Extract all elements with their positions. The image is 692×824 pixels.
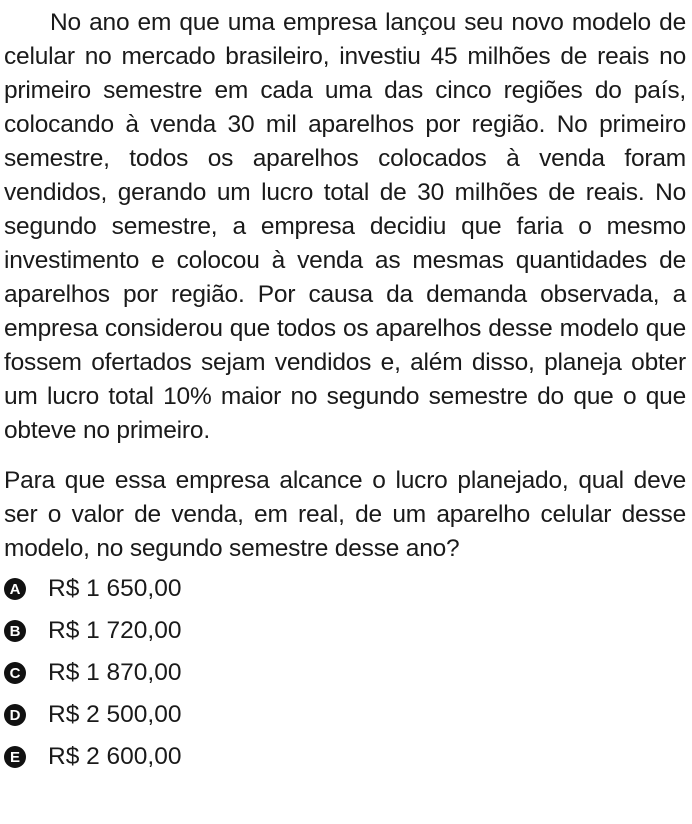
option-a-badge: A <box>4 578 26 600</box>
option-c[interactable] <box>4 652 686 694</box>
option-e-badge: E <box>4 746 26 768</box>
option-d-badge: D <box>4 704 26 726</box>
option-c-badge: C <box>4 662 26 684</box>
option-c-text: R$ 1 870,00 <box>48 659 182 686</box>
option-b-text: R$ 1 720,00 <box>48 617 182 644</box>
option-d[interactable] <box>4 694 686 736</box>
option-e-text: R$ 2 600,00 <box>48 743 182 770</box>
option-a[interactable] <box>4 568 686 610</box>
option-a-text: R$ 1 650,00 <box>48 575 182 602</box>
question-prompt: Para que essa empresa alcance o lucro planejado, qual deve ser o valor de venda, em real, de um aparelho celular desse modelo, no segundo semestre desse ano? <box>4 467 686 562</box>
option-d-text: R$ 2 500,00 <box>48 701 182 728</box>
question-statement: No ano em que uma empresa lançou seu novo modelo de celular no mercado brasileiro, investiu 45 milhões de reais no primeiro semestre em cada uma das cinco regiões do país, colocando à venda 30 mil aparelhos por região. No primeiro semestre, todos os aparelhos colocados à venda foram vendidos, gerando um lucro total de 30 milhões de reais. No segundo semestre, a empresa decidiu que faria o mesmo investimento e colocou à venda as mesmas quantidades de aparelhos por região. Por causa da demanda observada, a empresa considerou que todos os aparelhos desse modelo que fossem ofertados sejam vendidos e, além disso, planeja obter um lucro total 10% maior no segundo semestre do que o que obteve no primeiro. <box>4 9 686 444</box>
option-b-badge: B <box>4 620 26 642</box>
option-e[interactable] <box>4 736 686 778</box>
answer-options <box>4 568 686 778</box>
option-b[interactable] <box>4 610 686 652</box>
